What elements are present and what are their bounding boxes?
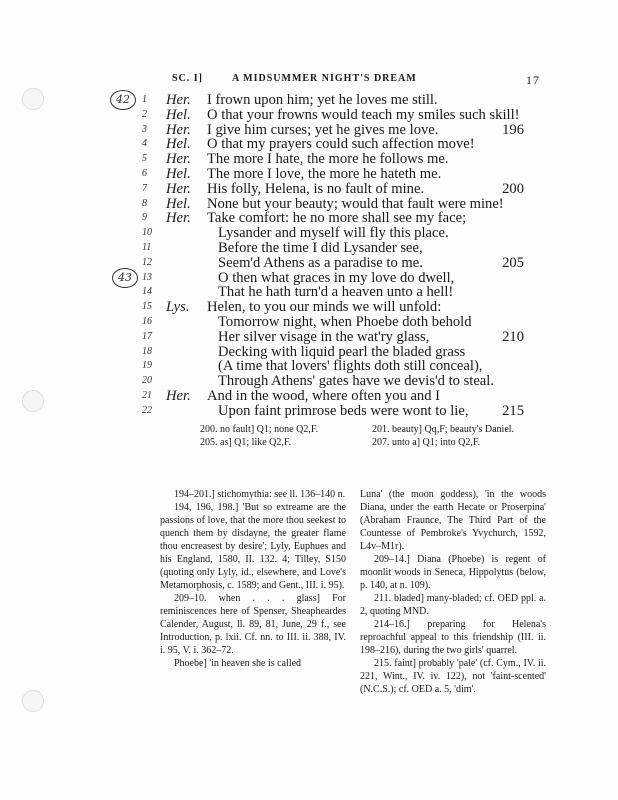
line-text: The more I love, the more he hateth me.	[207, 165, 442, 182]
handwritten-line-number: 22	[142, 404, 152, 416]
commentary-note: Luna' (the moon goddess), 'in the woods Diana, under the earth Hecate or Proserpina' (Abraham Fraunce, The Third Part of the Countesse of Pembroke's Yvychurch, 1592, L4v–M1r).	[360, 489, 546, 552]
line-number: 205	[502, 254, 524, 271]
line-text: Tomorrow night, when Phoebe doth behold	[218, 313, 472, 330]
line-text: Seem'd Athens as a paradise to me.	[218, 254, 423, 271]
textual-notes	[200, 423, 545, 449]
punch-hole	[22, 88, 44, 110]
verse-line	[140, 256, 532, 271]
line-text: Before the time I did Lysander see,	[218, 239, 423, 256]
handwritten-line-number: 17	[142, 330, 152, 342]
handwritten-line-number: 9	[142, 212, 147, 224]
handwritten-line-number: 8	[142, 197, 147, 209]
line-text: Her silver visage in the wat'ry glass,	[218, 328, 430, 345]
commentary-note: 194, 196, 198.] 'But so extreame are the passions of love, that the more thou seekest to quench them by disdayne, the greater flame thou encreasest by desire'; Lyly, Euphues and his England, 1580, II. 132. 4; Tilley, S150 (quoting only Lyly, id., elsewhere, and Love's Metamorphosis, c. 1589; and Gent., III. i. 95).	[160, 502, 346, 591]
line-number: 196	[502, 121, 524, 138]
commentary-left-column	[160, 488, 346, 670]
verse-line	[140, 137, 532, 152]
handwritten-line-number: 13	[142, 271, 152, 283]
handwritten-line-number: 3	[142, 123, 147, 135]
note-row	[200, 436, 545, 449]
line-number: 215	[502, 402, 524, 419]
note: 207. unto a] Q1; into Q2,F.	[372, 437, 481, 448]
handwritten-circle-43: 43	[112, 268, 138, 288]
handwritten-line-number: 5	[142, 153, 147, 165]
commentary-note: 214–16.] preparing for Helena's reproachful appeal to this friendship (III. ii. 198–216), during the two girls' quarrel.	[360, 619, 546, 656]
line-text: I give him curses; yet he gives me love.	[207, 121, 439, 138]
running-header	[172, 73, 540, 89]
punch-hole	[22, 390, 44, 412]
commentary-note: 194–201.] stichomythia: see ll. 136–140 n.	[174, 489, 346, 500]
verse-text	[140, 93, 532, 419]
line-text: The more I hate, the more he follows me.	[207, 151, 449, 168]
line-text: I frown upon him; yet he loves me still.	[207, 92, 438, 108]
verse-line	[140, 93, 532, 108]
verse-line	[140, 211, 532, 226]
line-text: That he hath turn'd a heaven unto a hell!	[218, 284, 454, 301]
speaker-name: Hel.	[166, 165, 191, 182]
verse-line	[140, 123, 532, 138]
verse-line	[140, 404, 532, 419]
speaker-name: Hel.	[166, 106, 191, 123]
verse-line	[140, 182, 532, 197]
handwritten-line-number: 11	[142, 241, 152, 253]
verse-line	[140, 374, 532, 389]
commentary-right-column	[360, 488, 546, 696]
punch-hole	[22, 690, 44, 712]
speaker-name: Her.	[166, 121, 191, 138]
verse-line	[140, 108, 532, 123]
speaker-name: Her.	[166, 387, 191, 404]
handwritten-line-number: 16	[142, 315, 152, 327]
page-title: A MIDSUMMER NIGHT'S DREAM	[232, 73, 417, 84]
verse-line	[140, 389, 532, 404]
line-text: Upon faint primrose beds were wont to lie,	[218, 402, 469, 419]
speaker-name: Her.	[166, 151, 191, 168]
handwritten-line-number: 14	[142, 286, 152, 298]
verse-line	[140, 271, 532, 286]
speaker-name: Her.	[166, 92, 191, 108]
speaker-name: Her.	[166, 180, 191, 197]
verse-line	[140, 152, 532, 167]
handwritten-line-number: 20	[142, 375, 152, 387]
note: 205. as] Q1; like Q2,F.	[200, 437, 292, 448]
line-text: O that your frowns would teach my smiles such skill!	[207, 106, 520, 123]
line-text: His folly, Helena, is no fault of mine.	[207, 180, 425, 197]
handwritten-line-number: 4	[142, 138, 147, 150]
commentary-note: 215. faint] probably 'pale' (cf. Cym., IV. ii. 221, Wint., IV. iv. 122), not 'faint-scented' (N.C.S.); cf. OED a. 5, 'dim'.	[360, 658, 546, 695]
speaker-name: Her.	[166, 210, 191, 227]
note-row	[200, 423, 545, 436]
handwritten-line-number: 7	[142, 182, 147, 194]
verse-line	[140, 330, 532, 345]
handwritten-line-number: 19	[142, 360, 152, 372]
handwritten-line-number: 2	[142, 108, 147, 120]
speaker-name: Hel.	[166, 136, 191, 153]
handwritten-line-number: 1	[142, 94, 147, 105]
verse-line	[140, 167, 532, 182]
handwritten-line-number: 10	[142, 227, 152, 239]
handwritten-line-number: 21	[142, 389, 152, 401]
line-text: Decking with liquid pearl the bladed grass	[218, 343, 466, 360]
verse-line	[140, 315, 532, 330]
line-text: Lysander and myself will fly this place.	[218, 225, 449, 242]
handwritten-line-number: 15	[142, 301, 152, 313]
verse-line	[140, 197, 532, 212]
handwritten-line-number: 6	[142, 167, 147, 179]
line-text: Take comfort: he no more shall see my face;	[207, 210, 467, 227]
line-number: 210	[502, 328, 524, 345]
line-text: Helen, to you our minds we will unfold:	[207, 299, 442, 316]
commentary-note: 209–10. when . . . glass] For reminiscences here of Spenser, Sheapheardes Calender, August, ll. 89, 81, June, 29 f., see Introduction, p. lxii. Cf. nn. to III. ii. 388, IV. i. 95, V. i. 362–72.	[160, 593, 346, 656]
handwritten-circle-42: 42	[110, 90, 136, 110]
verse-line	[140, 345, 532, 360]
note: 200. no fault] Q1; none Q2,F.	[200, 424, 319, 435]
line-text: O that my prayers could such affection move!	[207, 136, 475, 153]
verse-line	[140, 285, 532, 300]
line-text: Through Athens' gates have we devis'd to steal.	[218, 373, 494, 390]
line-text: O then what graces in my love do dwell,	[218, 269, 455, 286]
handwritten-line-number: 12	[142, 256, 152, 268]
commentary-note: 209–14.] Diana (Phoebe) is regent of moonlit woods in Seneca, Hippolytus (below, p. 140, at n. 109).	[360, 554, 546, 591]
handwritten-line-number: 18	[142, 345, 152, 357]
speaker-name: Lys.	[166, 299, 190, 316]
verse-line	[140, 359, 532, 374]
line-text: None but your beauty; would that fault were mine!	[207, 195, 504, 212]
verse-line	[140, 226, 532, 241]
verse-line	[140, 300, 532, 315]
commentary-note: 211. bladed] many-bladed; cf. OED ppl. a. 2, quoting MND.	[360, 593, 546, 617]
line-number: 200	[502, 180, 524, 197]
note: 201. beauty] Qq,F; beauty's Daniel.	[372, 424, 515, 435]
line-text: And in the wood, where often you and I	[207, 387, 441, 404]
scene-label: SC. I]	[172, 73, 204, 84]
line-text: (A time that lovers' flights doth still conceal),	[218, 358, 483, 375]
verse-line	[140, 241, 532, 256]
speaker-name: Hel.	[166, 195, 191, 212]
commentary-note: Phoebe] 'in heaven she is called	[174, 658, 302, 669]
page-number: 17	[526, 73, 540, 87]
